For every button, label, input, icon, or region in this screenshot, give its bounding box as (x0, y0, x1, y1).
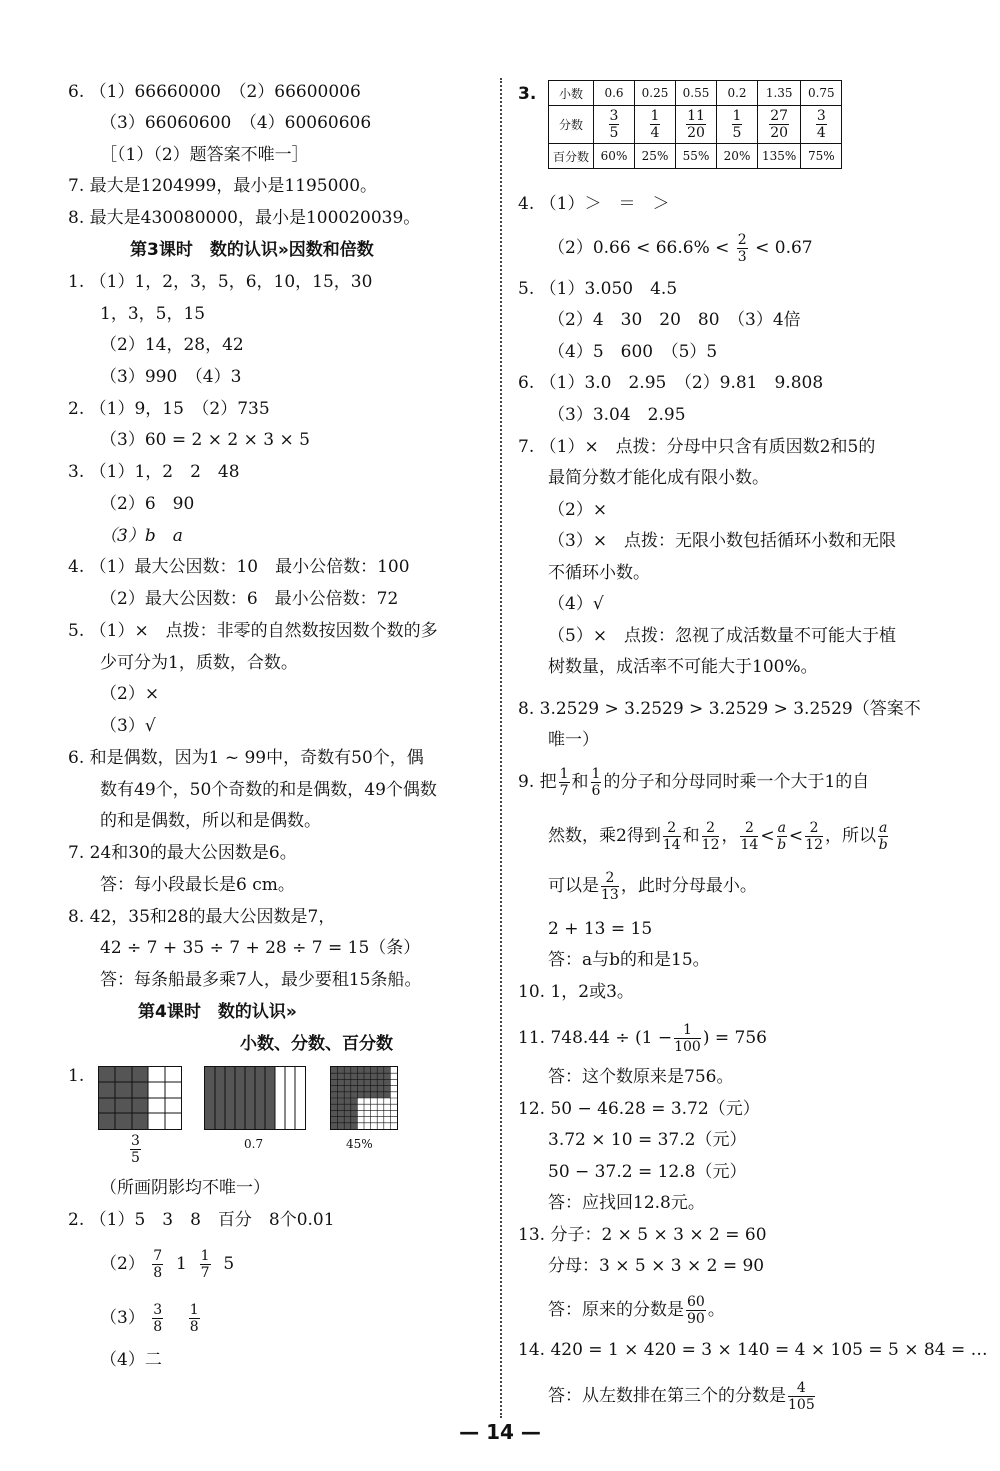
grid-figure-percent (330, 1066, 398, 1130)
fraction: $\frac{4}{105}$ (788, 1380, 815, 1413)
answer-line: 唯一） (548, 730, 599, 750)
fraction: $\frac{1}{6}$ (591, 766, 601, 799)
answer-line: 10. 1，2或3。 (518, 982, 634, 1002)
section-subheading: 小数、分数、百分数 (240, 1034, 393, 1054)
conversion-table (548, 80, 842, 169)
answer-line: 最简分数才能化成有限小数。 (548, 468, 769, 488)
table-cell: 55% (676, 144, 717, 169)
answer-line: （3）60 = 2 × 2 × 3 × 5 (100, 430, 310, 450)
answer-line: 然数，乘2得到 $\frac{2}{14}$ 和 $\frac{2}{12}$ ， $\frac{2}{14}$ < $\frac{a}{b}$ < $\frac{2}{12}$ ，所以 $\frac{a}{b}$ (548, 820, 888, 853)
table-row (549, 144, 842, 169)
answer-line: （2）14，28，42 (100, 335, 244, 355)
fraction: $\frac{2}{12}$ (701, 820, 720, 853)
table-cell: $\frac{1}{5}$ (717, 106, 758, 144)
answer-line: 9. 把 $\frac{1}{7}$ 和 $\frac{1}{6}$ 的分子和分母同时乘一个大于1的自 (518, 766, 870, 799)
answer-line: 树数量，成活率不可能大于100%。 (548, 657, 818, 677)
section-heading: 第3课时 数的认识»因数和倍数 (130, 240, 374, 260)
answer-line: （2）最大公因数：6 最小公倍数：72 (100, 589, 399, 609)
fraction: $\frac{3}{8}$ (153, 1302, 163, 1335)
question-number: 3. (518, 84, 537, 104)
fraction: $\frac{1}{100}$ (674, 1022, 701, 1055)
answer-line: （所画阴影均不唯一） (100, 1178, 270, 1198)
answer-line: 答：每条船最多乘7人，最少要租15条船。 (100, 970, 422, 990)
table-cell: $\frac{3}{4}$ (801, 106, 842, 144)
answer-line: 答：这个数原来是756。 (548, 1067, 734, 1087)
answer-line: （3）√ (100, 716, 156, 736)
answer-line: 8. 3.2529 > 3.2529 > 3.2529 > 3.2529（答案不 (518, 699, 921, 719)
answer-line: 14. 420 = 1 × 420 = 3 × 140 = 4 × 105 = 5 × 84 = … (518, 1340, 988, 1360)
answer-line: 不循环小数。 (548, 563, 650, 583)
answer-line: （2）× (548, 500, 608, 520)
answer-line: （5）× 点拨：忽视了成活数量不可能大于植 (548, 626, 897, 646)
answer-line: 42 ÷ 7 + 35 ÷ 7 + 28 ÷ 7 = 15（条） (100, 938, 421, 958)
grid-label-percent: 45% (346, 1137, 373, 1151)
answer-line: （3）× 点拨：无限小数包括循环小数和无限 (548, 531, 897, 551)
answer-line: 13. 分子：2 × 5 × 3 × 2 = 60 (518, 1225, 767, 1245)
table-cell: $\frac{1}{4}$ (635, 106, 676, 144)
answer-line: （3）b a (100, 526, 183, 546)
table-cell: $\frac{3}{5}$ (594, 106, 635, 144)
answer-line: 6. （1）3.0 2.95 （2）9.81 9.808 (518, 373, 824, 393)
fraction: $\frac{2}{12}$ (805, 820, 823, 853)
answer-line: （3）990 （4）3 (100, 367, 242, 387)
answer-line: 8. 42，35和28的最大公因数是7， (68, 907, 336, 927)
table-row (549, 106, 842, 144)
answer-line: （3）66060600 （4）60060606 (100, 113, 372, 133)
answer-line: 50 − 37.2 = 12.8（元） (548, 1162, 747, 1182)
answer-line: （4）二 (100, 1350, 162, 1370)
answer-line: （2）4 30 20 80 （3）4倍 (548, 310, 801, 330)
fraction: $\frac{2}{3}$ (737, 232, 747, 265)
answer-line: 答：原来的分数是 $\frac{60}{90}$ 。 (548, 1294, 725, 1327)
answer-line: 答：每小段最长是6 cm。 (100, 875, 295, 895)
table-cell: 0.25 (635, 81, 676, 106)
answer-line: （2）0.66 < 66.6% < $\frac{2}{3}$ < 0.67 (548, 232, 813, 265)
table-cell: $\frac{11}{20}$ (676, 106, 717, 144)
answer-line: 数有49个，50个奇数的和是偶数，49个偶数 (100, 780, 437, 800)
fraction: $\frac{a}{b}$ (878, 820, 888, 853)
answer-line: （4）5 600 （5）5 (548, 342, 718, 362)
table-cell: $\frac{27}{20}$ (758, 106, 801, 144)
grid-figure-fraction (98, 1066, 182, 1130)
table-cell: 小数 (549, 81, 594, 106)
answer-line: 6. 和是偶数，因为1 ~ 99中，奇数有50个，偶 (68, 748, 424, 768)
table-cell: 1.35 (758, 81, 801, 106)
answer-line: ［（1）（2）题答案不唯一］ (100, 145, 309, 165)
table-cell: 60% (594, 144, 635, 169)
answer-line: 4. （1）＞ ＝ ＞ (518, 194, 670, 214)
answer-line: 8. 最大是430080000，最小是100020039。 (68, 208, 421, 228)
grid-label-fraction: $\frac{3}{5}$ (131, 1133, 140, 1166)
answer-line: 5. （1）3.050 4.5 (518, 279, 678, 299)
fraction: $\frac{2}{14}$ (662, 820, 681, 853)
answer-line: 2 + 13 = 15 (548, 919, 653, 939)
answer-line: 6. （1）66660000 （2）66600006 (68, 82, 361, 102)
fraction: $\frac{2}{13}$ (601, 870, 619, 903)
answer-line: （2） $\frac{7}{8}$ 1 $\frac{1}{7}$ 5 (100, 1248, 235, 1281)
answer-line: 1，3，5，15 (100, 304, 206, 324)
section-heading: 第4课时 数的认识» (138, 1002, 297, 1022)
answer-line: 2. （1）9，15 （2）735 (68, 399, 270, 419)
answer-line: 7. 最大是1204999，最小是1195000。 (68, 176, 378, 196)
answer-line: 少可分为1，质数，合数。 (100, 653, 298, 673)
table-cell: 25% (635, 144, 676, 169)
table-cell: 0.6 (594, 81, 635, 106)
fraction: $\frac{2}{14}$ (740, 820, 759, 853)
answer-line: 3. （1）1，2 2 48 (68, 462, 240, 482)
table-cell: 分数 (549, 106, 594, 144)
answer-line: （4）√ (548, 594, 604, 614)
answer-line: （3） $\frac{3}{8}$ $\frac{1}{8}$ (100, 1302, 199, 1335)
answer-line: 2. （1）5 3 8 百分 8个0.01 (68, 1210, 335, 1230)
grid-figure-decimal (204, 1066, 306, 1130)
answer-line: 7. 24和30的最大公因数是6。 (68, 843, 297, 863)
fraction: $\frac{1}{7}$ (200, 1248, 210, 1281)
grid-label-decimal: 0.7 (244, 1137, 264, 1151)
fraction: $\frac{7}{8}$ (153, 1248, 163, 1281)
table-row (549, 81, 842, 106)
table-cell: 百分数 (549, 144, 594, 169)
answer-line: （3）3.04 2.95 (548, 405, 686, 425)
table-cell: 0.75 (801, 81, 842, 106)
answer-line: 可以是 $\frac{2}{13}$ ，此时分母最小。 (548, 870, 757, 903)
fraction: $\frac{1}{7}$ (559, 766, 569, 799)
answer-line: 1. (68, 1066, 85, 1086)
answer-line: 答：应找回12.8元。 (548, 1193, 705, 1213)
fraction: $\frac{a}{b}$ (777, 820, 787, 853)
answer-line: 7. （1）× 点拨：分母中只含有质因数2和5的 (518, 437, 876, 457)
answer-line: 答：a与b的和是15。 (548, 950, 710, 970)
answer-line: 1. （1）1，2，3，5，6，10，15，30 (68, 272, 373, 292)
table-cell: 75% (801, 144, 842, 169)
answer-line: 5. （1）× 点拨：非零的自然数按因数个数的多 (68, 621, 438, 641)
table-cell: 0.2 (717, 81, 758, 106)
fraction: $\frac{1}{8}$ (189, 1302, 199, 1335)
answer-line: 4. （1）最大公因数：10 最小公倍数：100 (68, 557, 410, 577)
answer-line: 12. 50 − 46.28 = 3.72（元） (518, 1099, 760, 1119)
answer-line: 答：从左数排在第三个的分数是 $\frac{4}{105}$ (548, 1380, 815, 1413)
table-cell: 20% (717, 144, 758, 169)
page-number: — 14 — (459, 1420, 541, 1444)
answer-line: 3.72 × 10 = 37.2（元） (548, 1130, 747, 1150)
table-cell: 0.55 (676, 81, 717, 106)
table-cell: 135% (758, 144, 801, 169)
answer-line: 的和是偶数，所以和是偶数。 (100, 811, 321, 831)
answer-line: 11. 748.44 ÷ (1 − $\frac{1}{100}$ ) = 756 (518, 1022, 767, 1055)
answer-line: 分母：3 × 5 × 3 × 2 = 90 (548, 1256, 765, 1276)
column-divider (500, 78, 502, 1418)
answer-line: （2）6 90 (100, 494, 195, 514)
answer-line: （2）× (100, 684, 160, 704)
fraction: $\frac{60}{90}$ (687, 1294, 705, 1327)
